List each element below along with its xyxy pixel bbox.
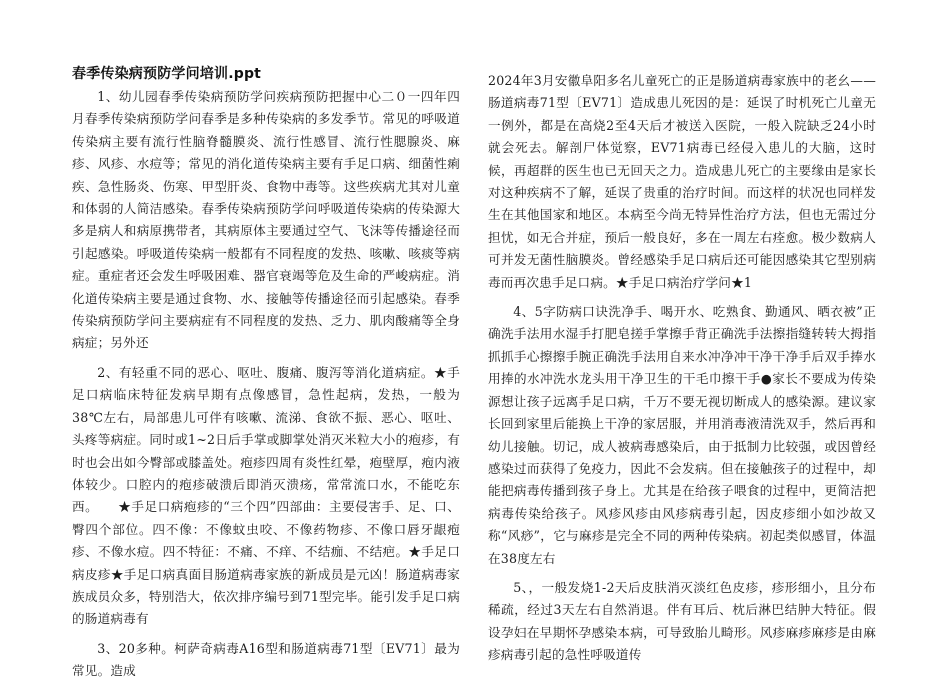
right-column [488,70,876,674]
left-column [72,62,460,690]
paragraph: 1、幼儿园春季传染病预防学问疾病预防把握中心二０一四年四月春季传染病预防学问春季是多种传染病的多发季节。常见的呼吸道传染病主要有流行性脑脊髓膜炎、流行性感冒、流行性腮腺炎、麻疹、风疹、水痘等；常见的消化道传染病主要有手足口病、细菌性痢疾、急性肠炎、伤寒、甲型肝炎、食物中毒等。这些疾病尤其对儿童和体弱的人简洁感染。春季传染病预防学问呼吸道传染病的传染源大多是病人和病原携带者，其病原体主要通过空气、飞沫等传播途径而引起感染。呼吸道传染病一般都有不同程度的发热、咳嗽、咳痰等病症。重症者还会发生呼吸困难、器官衰竭等危及生命的严峻病症。消化道传染病主要是通过食物、水、接触等传播途径而引起感染。春季传染病预防学问主要病症有不同程度的发热、乏力、肌肉酸痛等全身病症；另外还 [72,89,460,351]
paragraph: 2、有轻重不同的恶心、呕吐、腹痛、腹泻等消化道病症。★手足口病临床特征发病早期有点像感冒，急性起病，发热，一般为38℃左右，局部患儿可伴有咳嗽、流涕、食欲不振、恶心、呕吐、头疼等病症。同时或1~2日后手掌或脚掌处消灭米粒大小的疱疹，有时也会出如今臀部或膝盖处。疱疹四周有炎性红晕，疱壁厚，疱内液体较少。口腔内的疱疹破溃后即消灭溃疡，常常流口水，不能吃东西。 ★手足口病疱疹的“三个四”四部曲：主要侵害手、足、口、臀四个部位。四不像：不像蚊虫咬、不像药物疹、不像口唇牙龈疱疹、不像水痘。四不特征：不痛、不痒、不结痂、不结疤。★手足口病皮疹★手足口病真面目肠道病毒家族的新成员是元凶！肠道病毒家族成员众多，特别浩大，依次排序编号到71型完毕。能引发手足口病的肠道病毒有 [72,364,460,627]
paragraph: 4、5字防病口诀洗净手、喝开水、吃熟食、勤通风、晒衣被”正确洗手法用水湿手打肥皂搓手掌擦手背正确洗手法擦指缝转转大拇指抓抓手心擦擦手腕正确洗手法用自来水冲净冲干净干净手后双手捧水用捧的水冲洗水龙头用干净卫生的干毛巾擦干手●家长不要成为传染源想让孩子远离手足口病，千万不要无视切断成人的感染源。建议家长回到家里后能换上干净的家居服，并用消毒液清洗双手，然后再和幼儿接触。切记，成人被病毒感染后，由于抵制力比较强，或因曾经感染过而获得了免疫力，因此不会发病。但在接触孩子的过程中，却能把病毒传播到孩子身上。尤其是在给孩子喂食的过程中，更简洁把病毒传染给孩子。风疹风疹由风疹病毒引起，因皮疹细小如沙故又称“风痧”，它与麻疹是完全不同的两种传染病。初起类似感冒，体温在38度左右 [488,304,876,566]
paragraph: 5、，一般发烧1-2天后皮肤消灭淡红色皮疹，疹形细小，且分布稀疏，经过3天左右自然消退。伴有耳后、枕后淋巴结肿大特征。假设孕妇在早期怀孕感染本病，可导致胎儿畸形。风疹麻疹麻疹是由麻疹病毒引起的急性呼吸道传 [488,579,876,663]
document-title: 春季传染病预防学问培训.ppt [72,66,262,82]
paragraph: 3、20多种。柯萨奇病毒A16型和肠道病毒71型〔EV71〕最为常见。造成 [72,640,460,679]
paragraph: 2024年3月安徽阜阳多名儿童死亡的正是肠道病毒家族中的老幺——肠道病毒71型〔EV71〕造成患儿死因的是：延误了时机死亡儿童无一例外，都是在高烧2至4天后才被送入医院，一般入院缺乏24小时就会死去。解剖尸体觉察，EV71病毒已经侵入患儿的大脑，这时候，再超群的医生也已无回天之力。造成患儿死亡的主要缘由是家长对这种疾病不了解，延误了贵重的治疗时间。而这样的状况也同样发生在其他国家和地区。本病至今尚无特异性治疗方法，但也无需过分担忧，如无合并症，预后一般良好，多在一周左右痊愈。极少数病人可并发无菌性脑膜炎。曾经感染手足口病后还可能因感染其它型别病毒而再次患手足口病。★手足口病治疗学问★1 [488,73,876,290]
